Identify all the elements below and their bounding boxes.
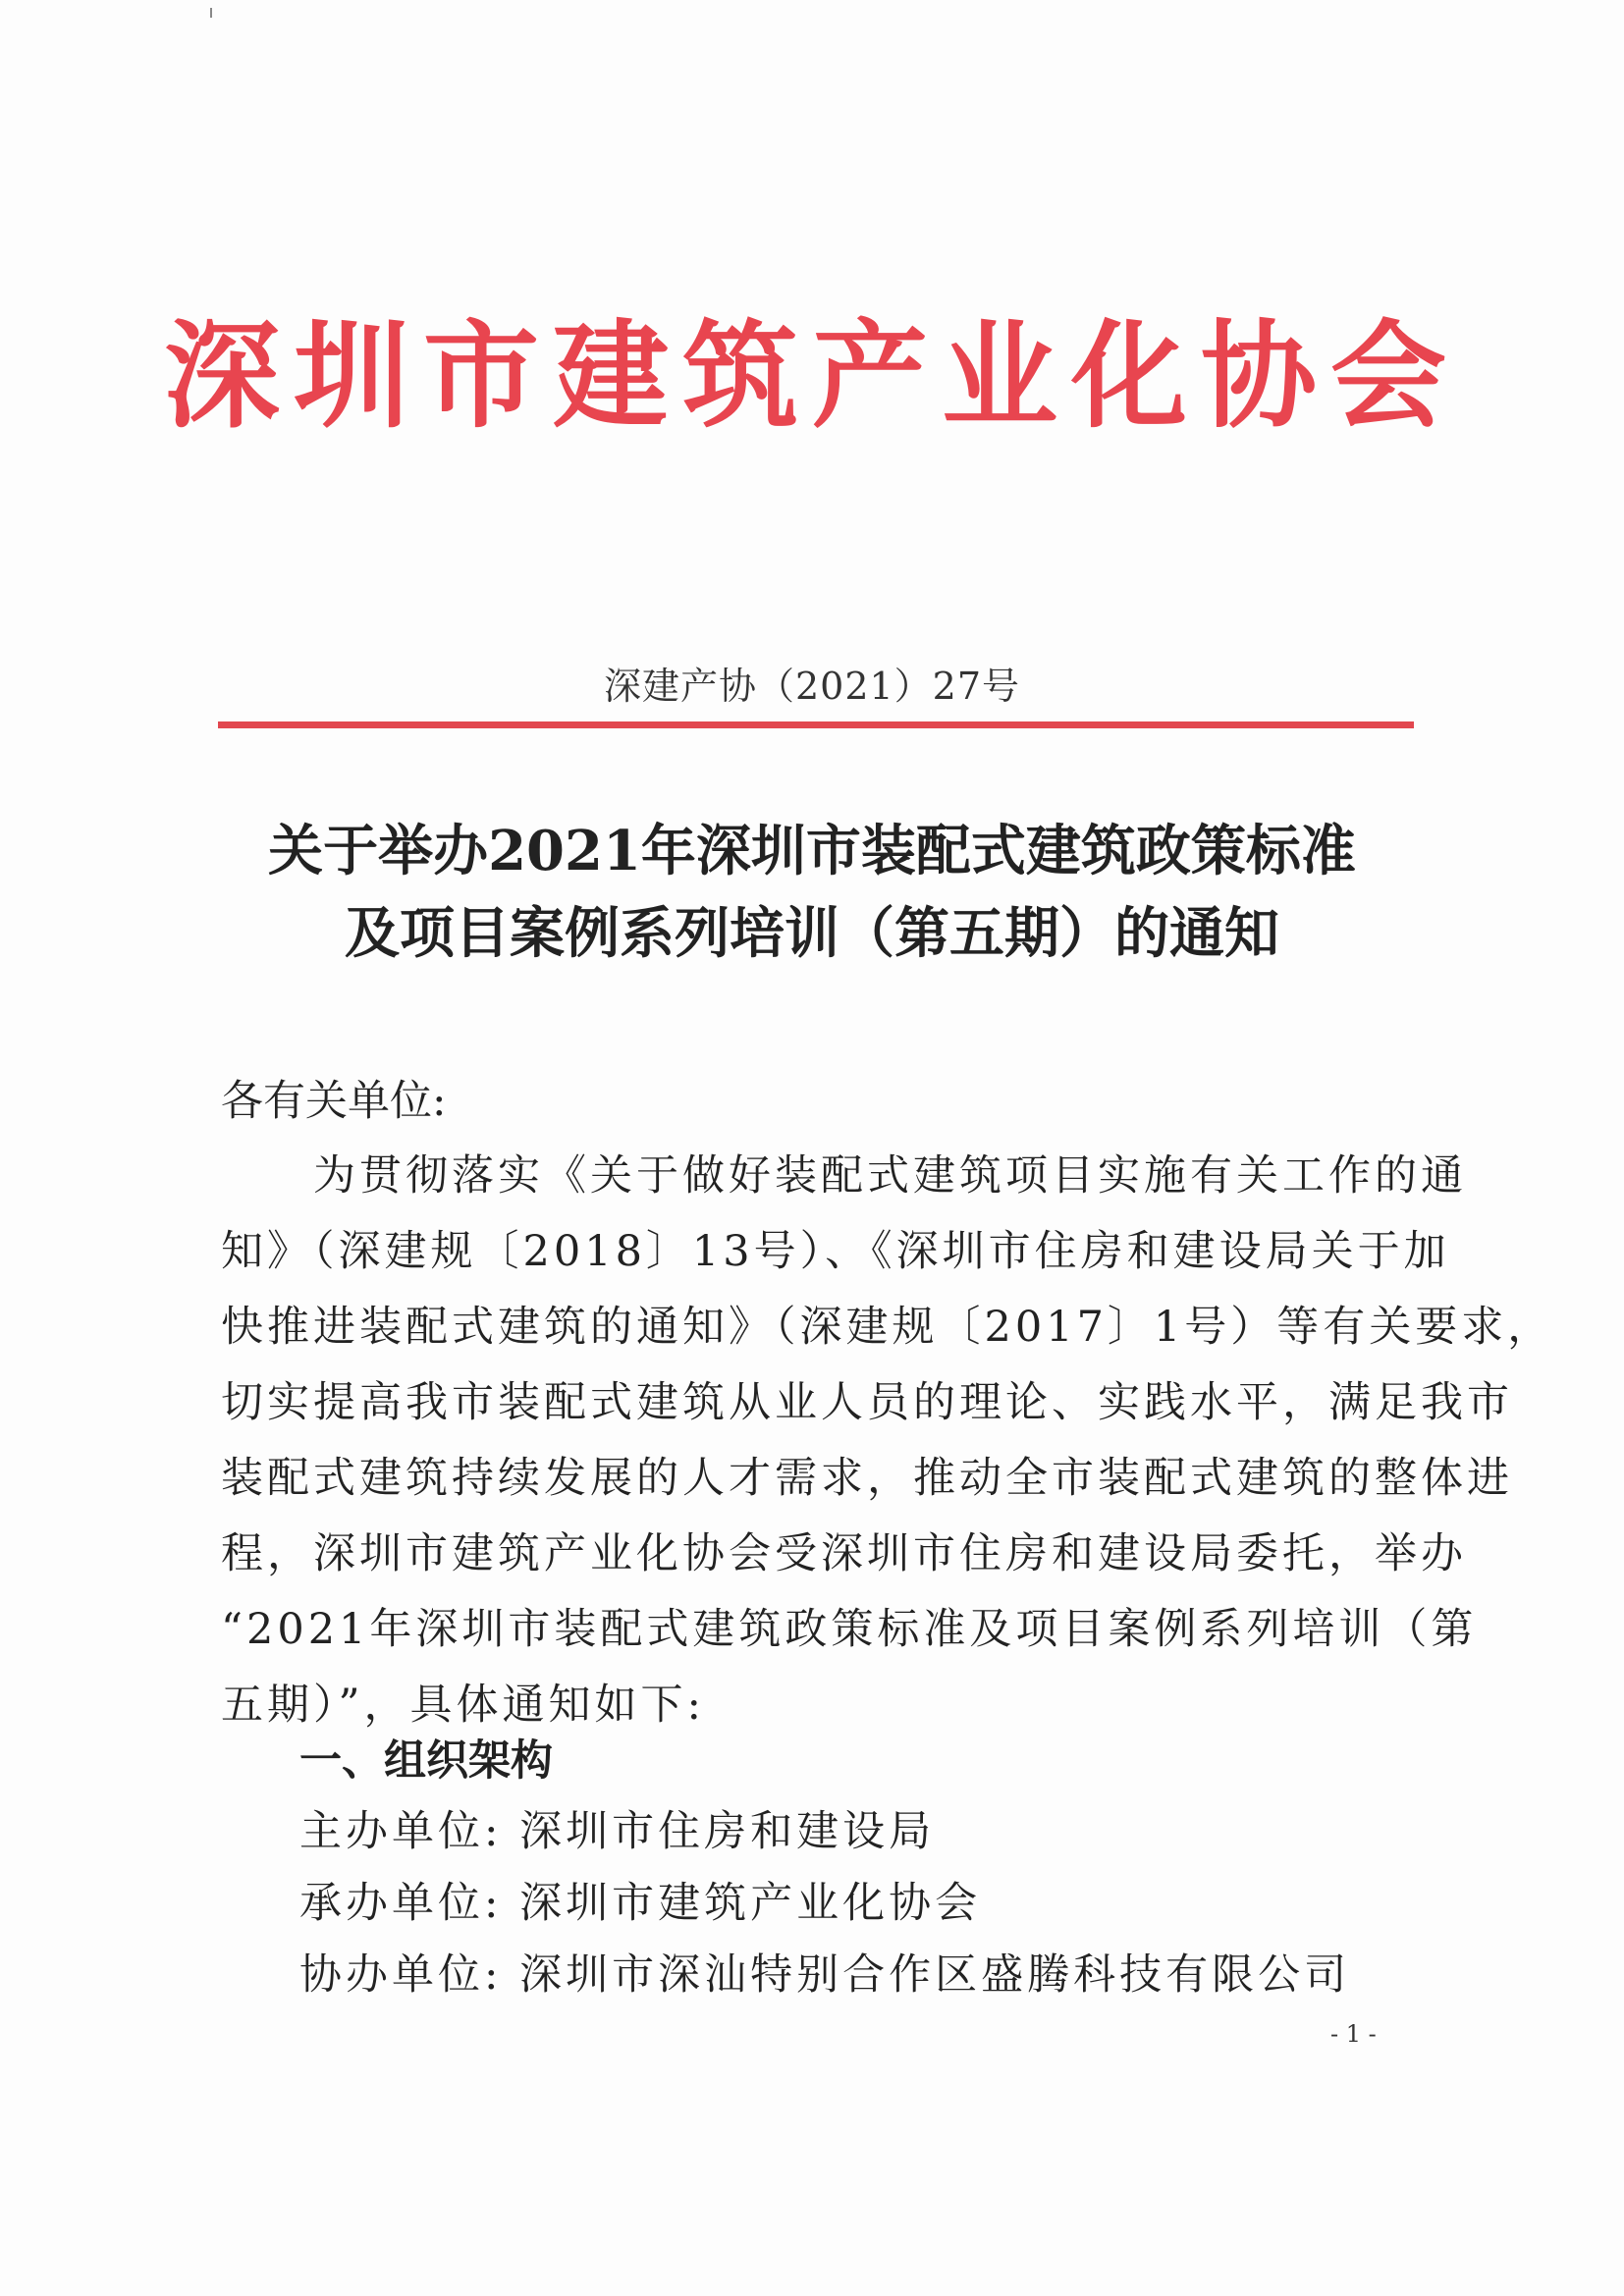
body-line: 程，深圳市建筑产业化协会受深圳市住房和建设局委托，举办 xyxy=(221,1529,1467,1578)
org-value: 深圳市建筑产业化协会 xyxy=(519,1879,982,1928)
body-line: 为贯彻落实《关于做好装配式建筑项目实施有关工作的通 xyxy=(221,1151,1467,1201)
org-row-co-organizer xyxy=(299,1940,1350,2011)
body-paragraph xyxy=(221,1139,1554,1743)
organization-header: 深圳市建筑产业化协会 xyxy=(163,307,1460,444)
title-line-2: 及项目案例系列培训（第五期）的通知 xyxy=(345,901,1279,966)
body-line: 装配式建筑持续发展的人才需求，推动全市装配式建筑的整体进 xyxy=(221,1454,1513,1503)
body-line: 知》（深建规〔2018〕13号）、《深圳市住房和建设局关于加 xyxy=(221,1227,1450,1276)
page-number: - 1 - xyxy=(1330,2020,1377,2048)
body-line: 快推进装配式建筑的通知》（深建规〔2017〕1号）等有关要求， xyxy=(221,1303,1554,1352)
org-label: 协办单位: xyxy=(299,1950,503,2000)
document-number: 深建产协（2021）27号 xyxy=(603,665,1021,708)
body-line: 切实提高我市装配式建筑从业人员的理论、实践水平，满足我市 xyxy=(221,1378,1513,1427)
document-title xyxy=(157,810,1467,975)
org-value: 深圳市深汕特别合作区盛腾科技有限公司 xyxy=(519,1950,1351,2000)
red-divider-line xyxy=(218,721,1414,728)
scan-mark xyxy=(210,8,212,18)
body-line: “2021年深圳市装配式建筑政策标准及项目案例系列培训（第 xyxy=(221,1605,1478,1654)
title-line-1: 关于举办2021年深圳市装配式建筑政策标准 xyxy=(268,819,1356,883)
org-value: 深圳市住房和建设局 xyxy=(519,1807,936,1856)
section-heading-organization: 一、组织架构 xyxy=(299,1736,553,1786)
org-label: 主办单位: xyxy=(299,1807,503,1856)
org-row-host xyxy=(299,1796,1350,1868)
org-label: 承办单位: xyxy=(299,1879,503,1928)
organization-list xyxy=(299,1796,1350,2011)
org-row-organizer xyxy=(299,1868,1350,1940)
salutation: 各有关单位: xyxy=(221,1077,447,1126)
body-line: 五期）”，具体通知如下: xyxy=(221,1681,705,1730)
